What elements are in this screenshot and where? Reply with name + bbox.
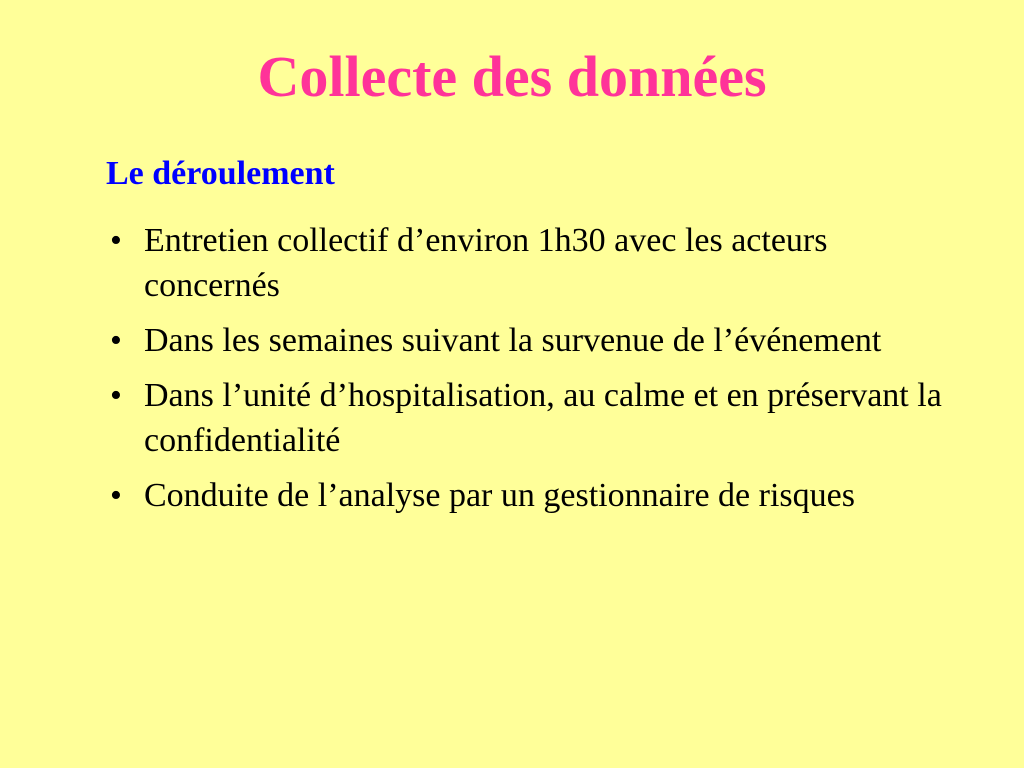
bullet-icon: • (110, 322, 122, 359)
bullet-item (106, 473, 966, 518)
bullet-item (106, 373, 966, 463)
bullet-list (106, 218, 966, 528)
bullet-item (106, 318, 966, 363)
bullet-text: Entretien collectif d’environ 1h30 avec les acteurs concernés (144, 222, 828, 304)
bullet-item (106, 218, 966, 308)
bullet-icon: • (110, 477, 122, 514)
bullet-text: Dans les semaines suivant la survenue de l’événement (144, 322, 882, 359)
slide-title: Collecte des données (257, 44, 767, 109)
section-heading: Le déroulement (106, 155, 335, 192)
bullet-text: Dans l’unité d’hospitalisation, au calme et en préservant la confidentialité (144, 377, 942, 459)
bullet-icon: • (110, 377, 122, 414)
bullet-icon: • (110, 222, 122, 259)
bullet-text: Conduite de l’analyse par un gestionnaire de risques (144, 477, 855, 514)
